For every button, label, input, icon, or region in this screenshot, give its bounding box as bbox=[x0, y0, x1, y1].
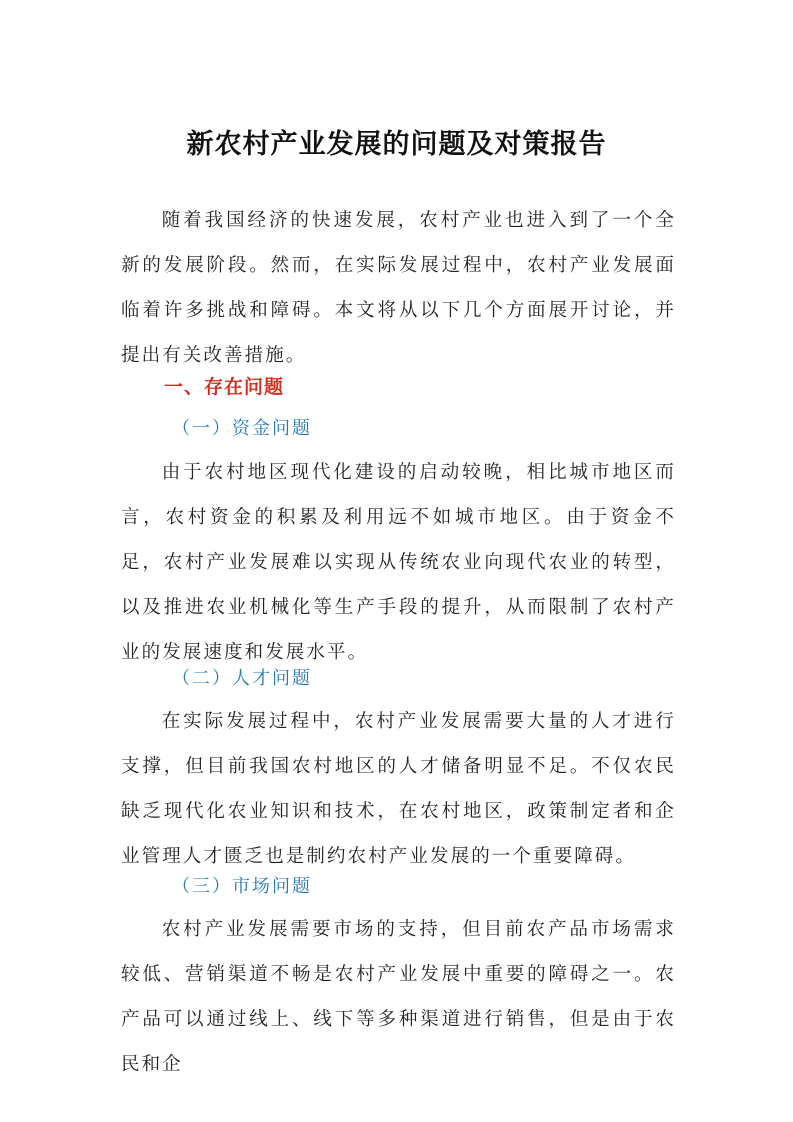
section-heading-problems: 一、存在问题 bbox=[164, 376, 285, 398]
paragraph-talent: 在实际发展过程中，农村产业发展需要大量的人才进行支撑，但目前我国农村地区的人才储备明显不足。不仅农民缺乏现代化农业知识和技术，在农村地区，政策制定者和企业管理人才匮乏也是制约农村产业发展的一个重要障碍。 bbox=[121, 711, 676, 867]
paragraph-funding: 由于农村地区现代化建设的启动较晚，相比城市地区而言，农村资金的积累及利用远不如城市地区。由于资金不足，农村产业发展难以实现从传统农业向现代农业的转型，以及推进农业机械化等生产手段的提升，从而限制了农村产业的发展速度和发展水平。 bbox=[121, 462, 676, 663]
paragraph-market: 农村产业发展需要市场的支持，但目前农产品市场需求较低、营销渠道不畅是农村产业发展中重要的障碍之一。农产品可以通过线上、线下等多种渠道进行销售，但是由于农民和企 bbox=[121, 919, 676, 1075]
subheading-market: （三）市场问题 bbox=[172, 876, 312, 897]
subheading-funding: （一）资金问题 bbox=[172, 418, 312, 439]
document-title: 新农村产业发展的问题及对策报告 bbox=[186, 129, 607, 160]
intro-paragraph: 随着我国经济的快速发展，农村产业也进入到了一个全新的发展阶段。然而，在实际发展过程中，农村产业发展面临着许多挑战和障碍。本文将从以下几个方面展开讨论，并提出有关改善措施。 bbox=[121, 210, 676, 366]
subheading-talent: （二）人才问题 bbox=[172, 668, 312, 689]
